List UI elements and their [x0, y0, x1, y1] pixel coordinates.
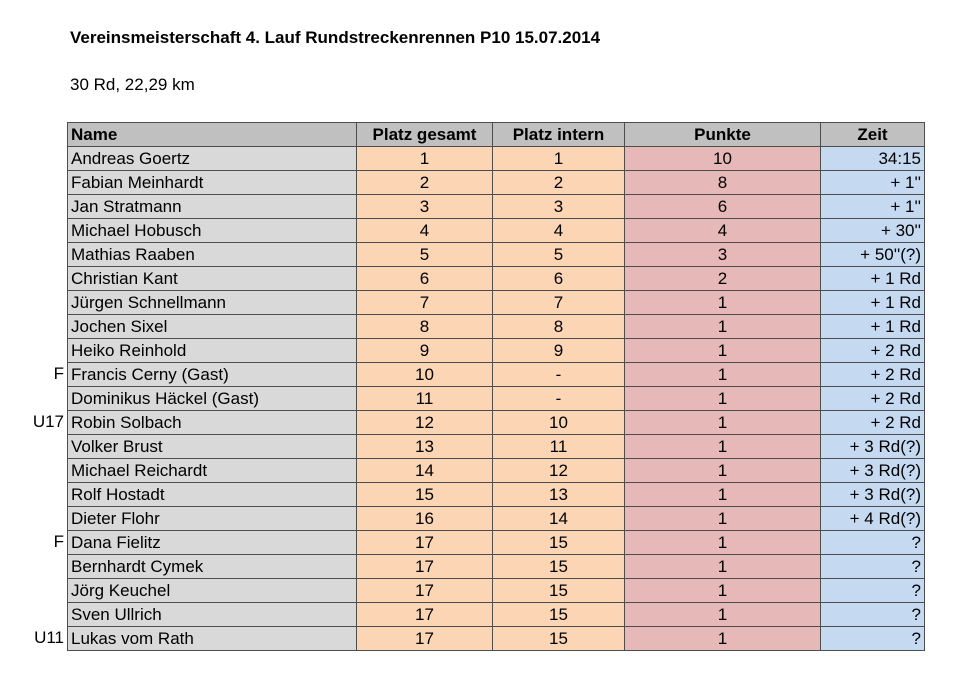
cell-platz-gesamt: 1: [357, 147, 493, 171]
cell-zeit: + 3 Rd(?): [821, 459, 925, 483]
cell-platz-gesamt: 6: [357, 267, 493, 291]
cell-platz-gesamt: 14: [357, 459, 493, 483]
cell-name: [68, 387, 357, 411]
cell-name: [68, 147, 357, 171]
cell-platz-intern: -: [493, 387, 625, 411]
cell-punkte: 1: [625, 387, 821, 411]
cell-platz-gesamt: 16: [357, 507, 493, 531]
cell-platz-gesamt: 11: [357, 387, 493, 411]
table-row: [68, 147, 925, 171]
table-row: [68, 531, 925, 555]
cell-name: [68, 339, 357, 363]
cell-name: [68, 555, 357, 579]
cell-platz-gesamt: 17: [357, 603, 493, 627]
cell-zeit: + 4 Rd(?): [821, 507, 925, 531]
table-body: [32, 147, 925, 651]
cell-platz-intern: 2: [493, 171, 625, 195]
cell-platz-gesamt: 7: [357, 291, 493, 315]
cell-punkte: 2: [625, 267, 821, 291]
cell-platz-intern: 11: [493, 435, 625, 459]
cell-punkte: 1: [625, 411, 821, 435]
table-row: [68, 243, 925, 267]
cell-name: [68, 459, 357, 483]
cell-name: [68, 507, 357, 531]
cell-name: [68, 267, 357, 291]
cell-platz-intern: -: [493, 363, 625, 387]
cell-punkte: 4: [625, 219, 821, 243]
cell-name: [32, 411, 357, 435]
table-row: [68, 603, 925, 627]
table-row: [68, 435, 925, 459]
rider-name: Dana Fielitz: [71, 532, 161, 552]
rider-name: Christian Kant: [71, 268, 178, 288]
category-marker: F: [53, 532, 64, 551]
table-row: [68, 411, 925, 435]
cell-zeit: + 1 Rd: [821, 267, 925, 291]
rider-name: Volker Brust: [71, 436, 163, 456]
cell-punkte: 10: [625, 147, 821, 171]
cell-platz-gesamt: 17: [357, 627, 493, 651]
rider-name: Lukas vom Rath: [71, 628, 194, 648]
category-marker: F: [53, 364, 64, 383]
rider-name: Andreas Goertz: [71, 148, 191, 168]
cell-platz-intern: 14: [493, 507, 625, 531]
cell-platz-gesamt: 2: [357, 171, 493, 195]
cell-zeit: + 2 Rd: [821, 411, 925, 435]
cell-name: [53, 363, 357, 387]
cell-punkte: 1: [625, 435, 821, 459]
column-header-platz-gesamt: Platz gesamt: [357, 123, 493, 147]
rider-name: Sven Ullrich: [71, 604, 162, 624]
cell-punkte: 1: [625, 603, 821, 627]
rider-name: Michael Reichardt: [71, 460, 208, 480]
cell-platz-gesamt: 4: [357, 219, 493, 243]
rider-name: Jörg Keuchel: [71, 580, 171, 600]
cell-platz-gesamt: 17: [357, 579, 493, 603]
rider-name: Francis Cerny (Gast): [71, 364, 229, 384]
cell-platz-intern: 4: [493, 219, 625, 243]
cell-platz-intern: 1: [493, 147, 625, 171]
cell-platz-intern: 3: [493, 195, 625, 219]
table-row: [68, 459, 925, 483]
cell-zeit: + 1 Rd: [821, 315, 925, 339]
cell-punkte: 1: [625, 315, 821, 339]
cell-platz-intern: 10: [493, 411, 625, 435]
cell-zeit: + 1'': [821, 171, 925, 195]
rider-name: Bernhardt Cymek: [71, 556, 204, 576]
column-header-punkte: Punkte: [625, 123, 821, 147]
cell-punkte: 1: [625, 483, 821, 507]
cell-punkte: 3: [625, 243, 821, 267]
cell-platz-intern: 15: [493, 555, 625, 579]
cell-platz-gesamt: 10: [357, 363, 493, 387]
rider-name: Fabian Meinhardt: [71, 172, 204, 192]
cell-punkte: 1: [625, 459, 821, 483]
cell-zeit: ?: [821, 579, 925, 603]
cell-zeit: + 1'': [821, 195, 925, 219]
cell-zeit: + 1 Rd: [821, 291, 925, 315]
cell-platz-gesamt: 8: [357, 315, 493, 339]
cell-name: [68, 483, 357, 507]
page-title: Vereinsmeisterschaft 4. Lauf Rundstreckenrennen P10 15.07.2014: [70, 28, 601, 47]
cell-platz-intern: 15: [493, 579, 625, 603]
cell-platz-gesamt: 5: [357, 243, 493, 267]
cell-zeit: ?: [821, 627, 925, 651]
cell-punkte: 1: [625, 339, 821, 363]
cell-platz-intern: 9: [493, 339, 625, 363]
cell-zeit: ?: [821, 531, 925, 555]
column-header-name: Name: [68, 123, 357, 147]
cell-zeit: + 3 Rd(?): [821, 483, 925, 507]
race-info: 30 Rd, 22,29 km: [70, 75, 195, 94]
cell-punkte: 8: [625, 171, 821, 195]
column-header-zeit: Zeit: [821, 123, 925, 147]
cell-name: [68, 315, 357, 339]
cell-platz-intern: 15: [493, 603, 625, 627]
table-row: [68, 627, 925, 651]
cell-name: [68, 435, 357, 459]
cell-zeit: + 2 Rd: [821, 339, 925, 363]
cell-platz-gesamt: 3: [357, 195, 493, 219]
cell-punkte: 1: [625, 531, 821, 555]
cell-platz-intern: 13: [493, 483, 625, 507]
cell-zeit: + 2 Rd: [821, 387, 925, 411]
cell-zeit: + 2 Rd: [821, 363, 925, 387]
category-marker: U17: [32, 412, 64, 431]
cell-name: [34, 627, 357, 651]
cell-name: [68, 603, 357, 627]
cell-name: [68, 243, 357, 267]
rider-name: Robin Solbach: [71, 412, 182, 432]
rider-name: Jürgen Schnellmann: [71, 292, 226, 312]
table-row: [68, 339, 925, 363]
cell-platz-intern: 8: [493, 315, 625, 339]
table-row: [68, 387, 925, 411]
cell-name: [68, 291, 357, 315]
cell-name: [68, 579, 357, 603]
table-row: [68, 483, 925, 507]
cell-punkte: 1: [625, 627, 821, 651]
cell-platz-intern: 15: [493, 627, 625, 651]
cell-name: [68, 195, 357, 219]
cell-punkte: 6: [625, 195, 821, 219]
table-row: [68, 291, 925, 315]
cell-platz-intern: 12: [493, 459, 625, 483]
table-header-row: [68, 123, 925, 147]
cell-platz-gesamt: 17: [357, 531, 493, 555]
cell-name: [68, 219, 357, 243]
cell-platz-gesamt: 13: [357, 435, 493, 459]
table-row: [68, 579, 925, 603]
cell-platz-intern: 7: [493, 291, 625, 315]
cell-zeit: + 50''(?): [821, 243, 925, 267]
cell-punkte: 1: [625, 579, 821, 603]
table-row: [68, 507, 925, 531]
cell-punkte: 1: [625, 507, 821, 531]
cell-platz-gesamt: 17: [357, 555, 493, 579]
rider-name: Heiko Reinhold: [71, 340, 187, 360]
cell-zeit: 34:15: [821, 147, 925, 171]
table-row: [68, 219, 925, 243]
cell-name: [68, 171, 357, 195]
cell-zeit: ?: [821, 603, 925, 627]
column-header-platz-intern: Platz intern: [493, 123, 625, 147]
table-row: [68, 363, 925, 387]
category-marker: U11: [34, 628, 64, 647]
table-row: [68, 555, 925, 579]
rider-name: Mathias Raaben: [71, 244, 195, 264]
cell-platz-intern: 15: [493, 531, 625, 555]
rider-name: Jochen Sixel: [71, 316, 168, 336]
cell-punkte: 1: [625, 291, 821, 315]
cell-zeit: ?: [821, 555, 925, 579]
cell-platz-intern: 5: [493, 243, 625, 267]
table-row: [68, 315, 925, 339]
cell-zeit: + 30'': [821, 219, 925, 243]
table-row: [68, 171, 925, 195]
cell-punkte: 1: [625, 363, 821, 387]
cell-platz-intern: 6: [493, 267, 625, 291]
rider-name: Rolf Hostadt: [71, 484, 165, 504]
cell-punkte: 1: [625, 555, 821, 579]
table-row: [68, 267, 925, 291]
cell-zeit: + 3 Rd(?): [821, 435, 925, 459]
cell-name: [53, 531, 357, 555]
cell-platz-gesamt: 12: [357, 411, 493, 435]
cell-platz-gesamt: 15: [357, 483, 493, 507]
rider-name: Michael Hobusch: [71, 220, 202, 240]
rider-name: Dieter Flohr: [71, 508, 160, 528]
table-row: [68, 195, 925, 219]
cell-platz-gesamt: 9: [357, 339, 493, 363]
results-table: [32, 122, 925, 651]
rider-name: Jan Stratmann: [71, 196, 182, 216]
rider-name: Dominikus Häckel (Gast): [71, 388, 259, 408]
